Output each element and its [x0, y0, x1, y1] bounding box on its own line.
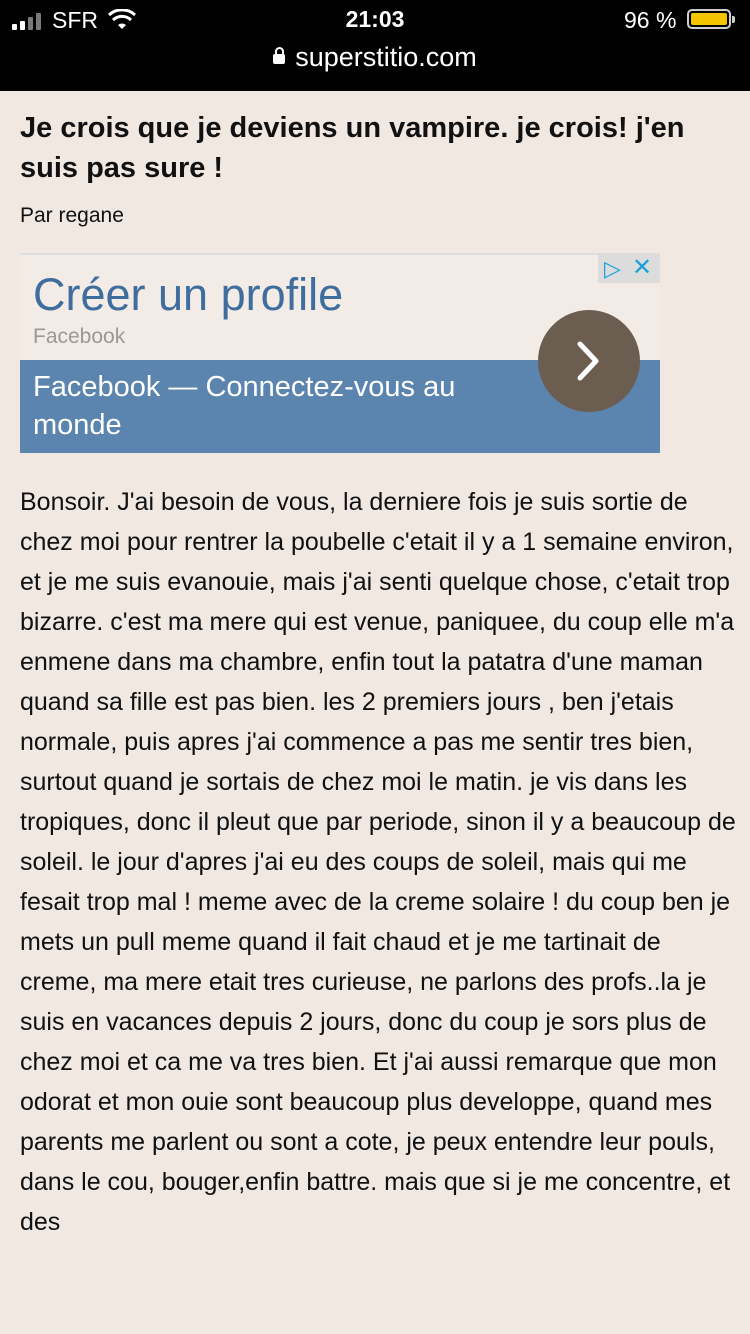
ad-source: Facebook — [33, 325, 126, 348]
article-body: Bonsoir. J'ai besoin de vous, la derniere fois je suis sortie de chez moi pour rentrer la poubelle c'etait il y a 1 semaine environ, et je me suis evanouie, mais j'ai senti quelque chose, c'etait trop bizarre. c'est ma mere qui est venue, paniquee, du coup elle m'a enmene dans ma chambre, enfin tout la patatra d'une maman quand sa fille est pas bien. les 2 premiers jours , ben j'etais normale, puis apres j'ai commence a pas me sentir tres bien, surtout quand je sortais de chez moi le matin. je vis dans les tropiques, donc il pleut que par periode, sinon il y a beaucoup de soleil. le jour d'apres j'ai eu des coups de soleil, mais qui me fesait trop mal ! meme avec de la creme solaire ! du coup ben je mets un pull meme quand il fait chaud et je me tartinait de creme, ma mere etait tres curieuse, ne parlons des profs..la je suis en vacances depuis 2 jours, donc du coup je sors plus de chez moi et ca me va tres bien. Et j'ai aussi remarque que mon odorat et mon ouie sont beaucoup plus developpe, quand mes parents me parlent ou sont a cote, je peux entendre leur pouls, dans le cou, bouger,enfin battre. mais que si je me concentre, et des — [20, 488, 736, 1236]
ad-unit[interactable] — [20, 253, 660, 451]
adchoices-icon[interactable]: ▷ — [604, 256, 621, 281]
clock: 21:03 — [345, 6, 405, 32]
ad-badge[interactable] — [598, 255, 660, 283]
battery-percent: 96 % — [624, 7, 677, 33]
chevron-right-icon — [568, 338, 608, 384]
status-bar — [0, 0, 750, 42]
url-bar[interactable] — [0, 42, 750, 82]
close-icon[interactable]: ✕ — [632, 254, 653, 281]
url-domain: superstitio.com — [295, 42, 477, 72]
article-title: Je crois que je deviens un vampire. je crois! j'en suis pas sure ! — [20, 112, 685, 184]
browser-top-bar — [0, 0, 750, 91]
battery-icon — [687, 9, 731, 29]
ad-headline[interactable]: Créer un profile — [33, 269, 344, 320]
ad-banner-text: Facebook — Connectez-vous au monde — [33, 371, 456, 441]
article-header — [20, 108, 730, 228]
lock-icon — [273, 54, 285, 64]
ad-cta-button[interactable] — [538, 310, 640, 412]
carrier-name: SFR — [52, 7, 98, 33]
article-byline[interactable]: Par regane — [20, 204, 124, 227]
